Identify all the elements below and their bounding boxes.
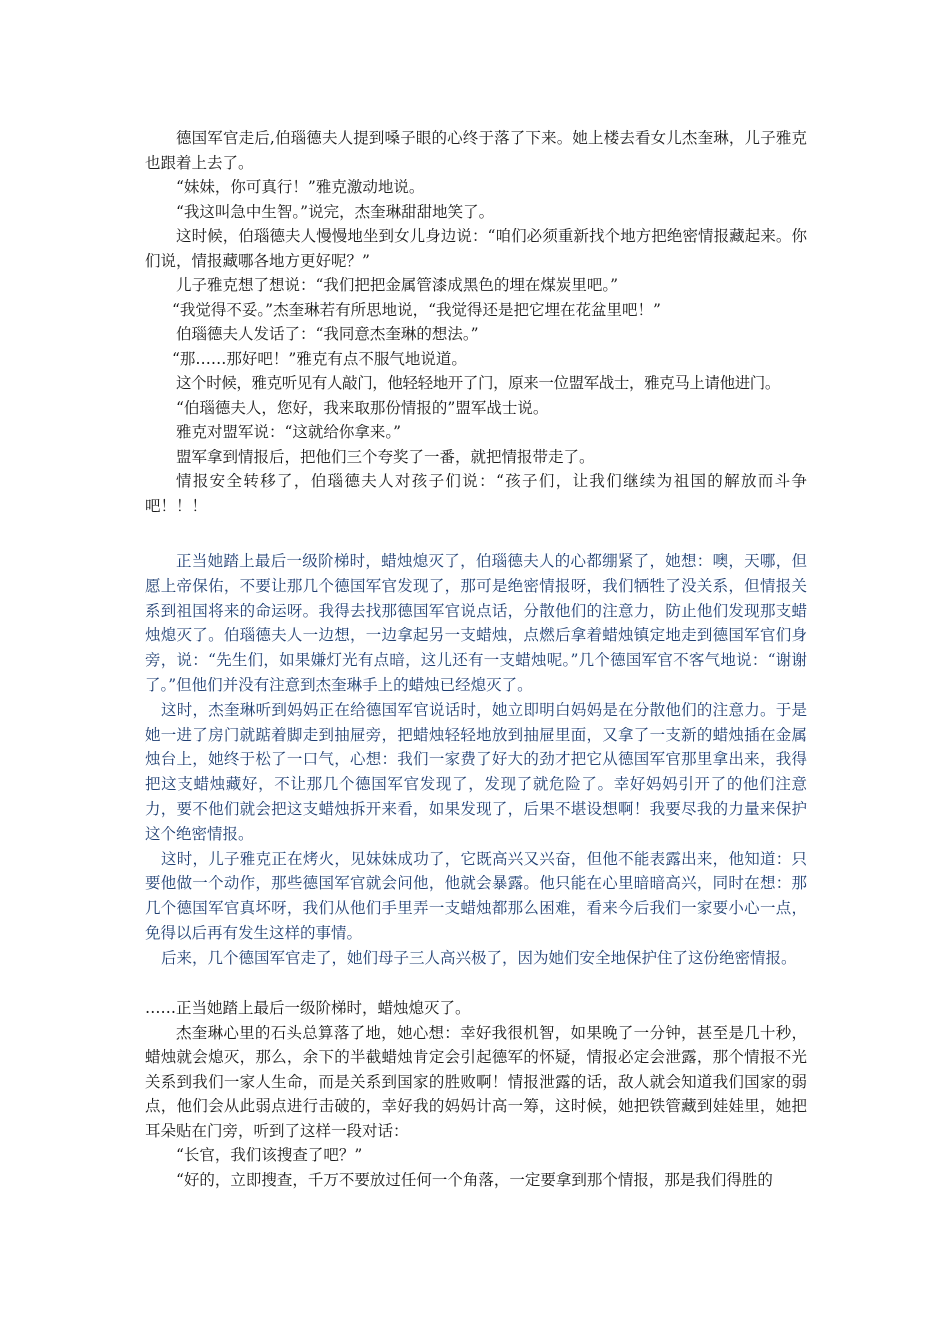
paragraph: 正当她踏上最后一级阶梯时，蜡烛熄灭了，伯瑙德夫人的心都绷紧了，她想：噢，天哪，但愿上帝保佑，不要让那几个德国军官发现了，那可是绝密情报呀，我们牺牲了没关系，但情报关系到祖国将来的命运呀。我得去找那德国军官说点话，分散他们的注意力，防止他们发现那支蜡烛熄灭了。伯瑙德夫人一边想，一边拿起另一支蜡烛，点燃后拿着蜡烛镇定地走到德国军官们身旁，说：“先生们，如果嫌灯光有点暗，这儿还有一支蜡烛呢。”几个德国军官不客气地说：“谢谢了。”但他们并没有注意到杰奎琳手上的蜡烛已经熄灭了。 — [145, 552, 807, 694]
paragraph: 这时，儿子雅克正在烤火，见妹妹成功了，它既高兴又兴奋，但他不能表露出来，他知道：只要他做一个动作，那些德国军官就会问他，他就会暴露。他只能在心里暗暗高兴，同时在想：那几个德国军官真坏呀，我们从他们手里弄一支蜡烛都那么困难，看来今后我们一家要小心一点，免得以后再有发生这样的事情。 — [145, 849, 807, 942]
paragraph: 儿子雅克想了想说：“我们把把金属管漆成黑色的埋在煤炭里吧。” — [176, 276, 619, 294]
paragraph: “我觉得不妥。”杰奎琳若有所思地说，“我觉得还是把它埋在花盆里吧！” — [172, 300, 661, 319]
paragraph: 这个时候，雅克听见有人敲门，他轻轻地开了门，原来一位盟军战士，雅克马上请他进门。 — [176, 374, 781, 392]
paragraph: 杰奎琳心里的石头总算落了地，她心想：幸好我很机智，如果晚了一分钟，甚至是几十秒，蜡烛就会熄灭，那么，余下的半截蜡烛肯定会引起德军的怀疑，情报必定会泄露，那个情报不光关系到我们一家人生命，而是关系到国家的胜败啊！情报泄露的话，敌人就会知道我们国家的弱点，他们会从此弱点进行击破的，幸好我的妈妈计高一筹，这时候，她把铁管藏到娃娃里，她把耳朵贴在门旁，听到了这样一段对话： — [145, 1023, 807, 1140]
paragraph: “伯瑙德夫人，您好，我来取那份情报的”盟军战士说。 — [176, 398, 549, 417]
paragraph: 伯瑙德夫人发话了：“我同意杰奎琳的想法。” — [176, 325, 479, 343]
paragraph: 雅克对盟军说：“这就给你拿来。” — [176, 423, 402, 441]
story-section-alternate — [145, 549, 807, 971]
story-section-ending — [145, 996, 807, 1192]
paragraph: ……正当她踏上最后一级阶梯时，蜡烛熄灭了。 — [145, 999, 471, 1017]
paragraph: “好的，立即搜查，千万不要放过任何一个角落，一定要拿到那个情报，那是我们得胜的 — [176, 1170, 773, 1189]
paragraph: 盟军拿到情报后，把他们三个夸奖了一番，就把情报带走了。 — [176, 447, 595, 466]
paragraph: “长官，我们该搜查了吧？” — [176, 1146, 363, 1164]
paragraph: 德国军官走后,伯瑙德夫人提到嗓子眼的心终于落了下来。她上楼去看女儿杰奎琳，儿子雅克也跟着上去了。 — [145, 129, 807, 172]
paragraph: “那……那好吧！”雅克有点不服气地说道。 — [172, 349, 467, 368]
paragraph: “我这叫急中生智。”说完，杰奎琳甜甜地笑了。 — [176, 202, 495, 221]
paragraph: 后来，几个德国军官走了，她们母子三人高兴极了，因为她们安全地保护住了这份绝密情报。 — [161, 948, 797, 967]
paragraph: 情报安全转移了，伯瑙德夫人对孩子们说：“孩子们，让我们继续为祖国的解放而斗争吧！！！ — [145, 472, 807, 515]
paragraph: “妹妹，你可真行！”雅克激动地说。 — [176, 178, 425, 196]
paragraph: 这时候，伯瑙德夫人慢慢地坐到女儿身边说：“咱们必须重新找个地方把绝密情报藏起来。你们说，情报藏哪各地方更好呢？” — [145, 227, 807, 270]
paragraph: 这时，杰奎琳听到妈妈正在给德国军官说话时，她立即明白妈妈是在分散他们的注意力。于是她一进了房门就踮着脚走到抽屉旁，把蜡烛轻轻地放到抽屉里面，又拿了一支新的蜡烛插在金属烛台上，她终于松了一口气，心想：我们一家费了好大的劲才把它从德国军官那里拿出来，我得把这支蜡烛藏好，不让那几个德国军官发现了，发现了就危险了。幸好妈妈引开了的他们注意力，要不他们就会把这支蜡烛拆开来看，如果发现了，后果不堪设想啊！我要尽我的力量来保护这个绝密情报。 — [145, 700, 807, 843]
story-section-continuation — [145, 126, 807, 518]
